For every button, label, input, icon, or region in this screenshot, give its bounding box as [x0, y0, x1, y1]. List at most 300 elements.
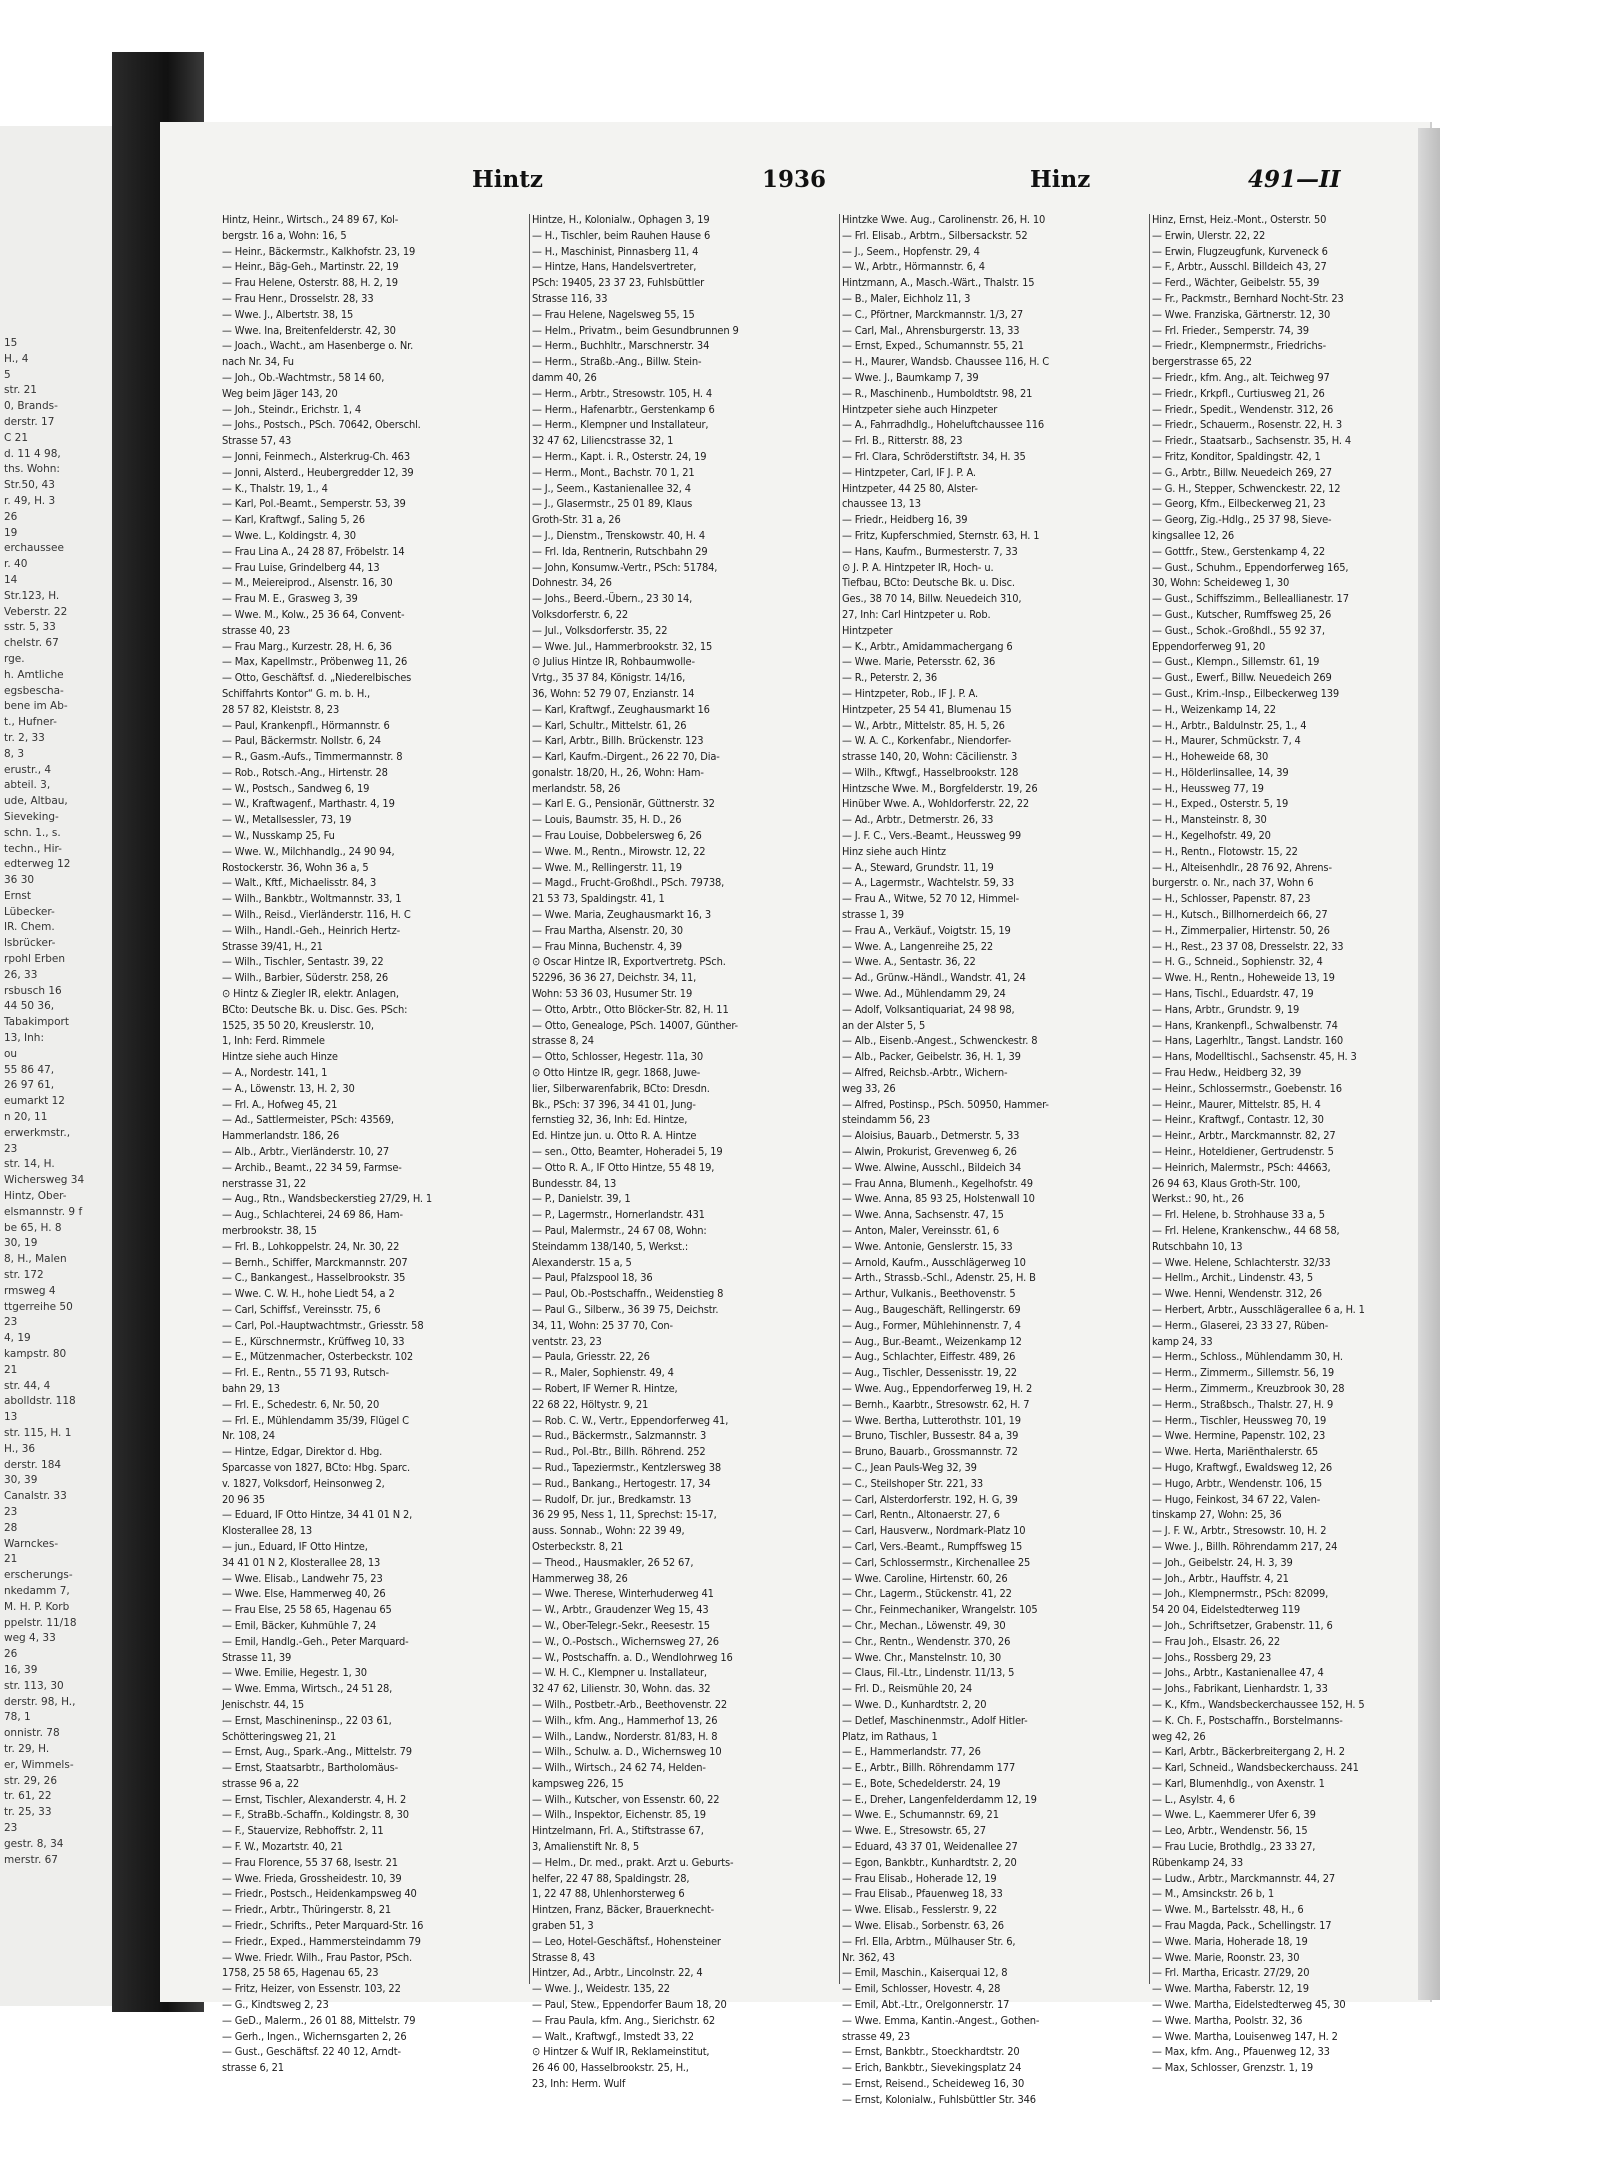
directory-entry: — E., Kürschnermstr., Krüffweg 10, 33: [222, 1334, 405, 1348]
directory-entry: — Wwe. D., Kunhardtstr. 2, 20: [842, 1697, 987, 1711]
directory-entry: — Ernst, Aug., Spark.-Ang., Mittelstr. 79: [222, 1745, 412, 1759]
directory-entry: — Wwe. Maria, Zeughausmarkt 16, 3: [532, 908, 711, 922]
directory-entry: — Wwe. Emilie, Hegestr. 1, 30: [222, 1666, 367, 1680]
directory-entry: — Chr., Rentn., Wendenstr. 370, 26: [842, 1634, 1011, 1648]
directory-entry: 34 41 01 N 2, Klosterallee 28, 13: [222, 1555, 381, 1569]
directory-entry: — C., Pförtner, Marckmannstr. 1/3, 27: [842, 307, 1024, 321]
directory-entry: — H., Heussweg 77, 19: [1152, 781, 1264, 795]
facing-page-line: 4, 19: [4, 1332, 31, 1345]
directory-entry: — Frau Henr., Drosselstr. 28, 33: [222, 291, 374, 305]
facing-page-line: Veberstr. 22: [4, 605, 68, 618]
directory-entry: — A., Steward, Grundstr. 11, 19: [842, 860, 994, 874]
directory-entry: lier, Silberwarenfabrik, BCto: Dresdn.: [532, 1081, 710, 1095]
facing-page-line: kampstr. 80: [4, 1348, 67, 1360]
directory-entry: — Frau Louise, Dobbelersweg 6, 26: [532, 829, 702, 843]
directory-entry: — H., Hoheweide 68, 30: [1152, 750, 1269, 764]
facing-page-line: 5: [4, 368, 11, 381]
directory-entry: Hintzpeter: [842, 623, 893, 637]
facing-page-line: ttgerreihe 50: [4, 1300, 73, 1313]
facing-page-line: gestr. 8, 34: [4, 1837, 64, 1850]
directory-entry: — Frau M. E., Grasweg 3, 39: [222, 592, 358, 606]
directory-entry: Schötteringsweg 21, 21: [222, 1729, 337, 1743]
directory-entry: — Hans, Krankenpfl., Schwalbenstr. 74: [1152, 1018, 1338, 1032]
directory-entry: — Gust., Kutscher, Rumffsweg 25, 26: [1152, 607, 1332, 621]
facing-page-line: tr. 25, 33: [4, 1806, 52, 1819]
facing-page-line: Sieveking-: [4, 810, 59, 823]
directory-entry: — Karl, Kraftwgf., Zeughausmarkt 16: [532, 702, 710, 716]
directory-entry: — Wwe. Caroline, Hirtenstr. 60, 26: [842, 1571, 1008, 1585]
facing-page-line: Hintz, Ober-: [4, 1190, 67, 1203]
directory-entry: — Ernst, Tischler, Alexanderstr. 4, H. 2: [222, 1792, 407, 1806]
directory-entry: — E., Mützenmacher, Osterbeckstr. 102: [222, 1350, 414, 1364]
directory-entry: — Frau A., Witwe, 52 70 12, Himmel-: [842, 892, 1020, 906]
directory-entry: Groth-Str. 31 a, 26: [532, 513, 621, 527]
directory-entry: Werkst.: 90, ht., 26: [1152, 1192, 1244, 1206]
facing-page-line: 36 30: [4, 874, 35, 887]
directory-entry: Hintzmann, A., Masch.-Wärt., Thalstr. 15: [842, 276, 1035, 290]
directory-entry: — Wwe. Therese, Winterhuderweg 41: [532, 1587, 714, 1601]
directory-entry: — E., Dreher, Langenfelderdamm 12, 19: [842, 1792, 1037, 1806]
directory-entry: auss. Sonnab., Wohn: 22 39 49,: [532, 1524, 685, 1538]
directory-entry: 26 94 63, Klaus Groth-Str. 100,: [1152, 1176, 1301, 1190]
directory-entry: — Wwe. L., Kaemmerer Ufer 6, 39: [1152, 1808, 1316, 1822]
directory-entry: — B., Maler, Eichholz 11, 3: [842, 291, 971, 305]
facing-page-line: IR. Chem.: [4, 921, 55, 934]
directory-entry: — Hintzpeter, Carl, IF J. P. A.: [842, 465, 976, 479]
directory-entry: graben 51, 3: [532, 1919, 594, 1933]
directory-entry: — Wwe. Ad., Mühlendamm 29, 24: [842, 987, 1006, 1001]
directory-entry: — Ernst, Reisend., Scheideweg 16, 30: [842, 2077, 1025, 2091]
directory-entry: — Johs., Rossberg 29, 23: [1152, 1650, 1272, 1664]
directory-entry: 34, 11, Wohn: 25 37 70, Con-: [532, 1318, 673, 1332]
directory-entry: — Jonni, Feinmech., Alsterkrug-Ch. 463: [222, 449, 410, 463]
directory-entry: — R., Gasm.-Aufs., Timmermannstr. 8: [222, 750, 403, 764]
directory-entry: — Aug., Rtn., Wandsbeckerstieg 27/29, H. 1: [222, 1192, 433, 1206]
directory-entry: — Paul, Ob.-Postschaffn., Weidenstieg 8: [532, 1287, 724, 1301]
directory-entry: — Wilh., kfm. Ang., Hammerhof 13, 26: [532, 1713, 718, 1727]
directory-entry: strasse 49, 23: [842, 2029, 911, 2043]
facing-page-line: 30, 19: [4, 1237, 38, 1250]
directory-entry: — Herm., Straßb.-Ang., Billw. Stein-: [532, 355, 702, 369]
directory-entry: strasse 1, 39: [842, 908, 904, 922]
directory-entry: — Herbert, Arbtr., Ausschlägerallee 6 a, H. 1: [1152, 1302, 1365, 1316]
directory-entry: Rostockerstr. 36, Wohn 36 a, 5: [222, 860, 369, 874]
directory-entry: — Gust., Ewerf., Billw. Neuedeich 269: [1152, 671, 1332, 685]
directory-entry: 26 46 00, Hasselbrookstr. 25, H.,: [532, 2061, 689, 2075]
directory-entry: — Paul, Bäckermstr. Nollstr. 6, 24: [222, 734, 381, 748]
directory-entry: Sparcasse von 1827, BCto: Hbg. Sparc.: [222, 1460, 410, 1474]
directory-entry: — R., Peterstr. 2, 36: [842, 671, 938, 685]
directory-entry: — Gust., Krim.-Insp., Eilbeckerweg 139: [1152, 686, 1340, 700]
directory-entry: — Hugo, Arbtr., Wendenstr. 106, 15: [1152, 1476, 1323, 1490]
directory-entry: — Wwe. Jul., Hammerbrookstr. 32, 15: [532, 639, 713, 653]
facing-page-line: 16, 39: [4, 1663, 38, 1676]
facing-page-line: elsmannstr. 9 f: [4, 1205, 83, 1218]
directory-entry: 1758, 25 58 65, Hagenau 65, 23: [222, 1966, 379, 1980]
directory-entry: — Friedr., Klempnermstr., Friedrichs-: [1152, 339, 1327, 353]
directory-entry: — E., Hammerlandstr. 77, 26: [842, 1745, 981, 1759]
directory-entry: — H., Maschinist, Pinnasberg 11, 4: [532, 244, 699, 258]
directory-entry: — Chr., Mechan., Löwenstr. 49, 30: [842, 1618, 1006, 1632]
directory-entry: — Alb., Arbtr., Vierländerstr. 10, 27: [222, 1145, 389, 1159]
directory-entry: — Friedr., kfm. Ang., alt. Teichweg 97: [1152, 370, 1330, 384]
directory-entry: — Helm., Dr. med., prakt. Arzt u. Geburts-: [532, 1855, 734, 1869]
directory-entry: — Wwe. J., Weidestr. 135, 22: [532, 1982, 670, 1996]
directory-entry: — Wilh., Bankbtr., Woltmannstr. 33, 1: [222, 892, 402, 906]
directory-entry: — Joh., Schriftsetzer, Grabenstr. 11, 6: [1152, 1618, 1333, 1632]
directory-entry: — Anton, Maler, Vereinsstr. 61, 6: [842, 1224, 1000, 1237]
directory-entry: — Joh., Arbtr., Hauffstr. 4, 21: [1152, 1571, 1289, 1585]
directory-entry: Bundesstr. 84, 13: [532, 1176, 617, 1190]
directory-entry: — Herm., Arbtr., Stresowstr. 105, H. 4: [532, 386, 713, 400]
directory-entry: — Wwe. Martha, Louisenweg 147, H. 2: [1152, 2029, 1338, 2043]
facing-page-line: merstr. 67: [4, 1853, 58, 1866]
column-divider: [529, 214, 530, 1984]
facing-page-line: abolldstr. 118: [4, 1395, 76, 1408]
facing-page-line: str. 29, 26: [4, 1774, 58, 1787]
directory-entry: — Aug., Former, Mühlehinnenstr. 7, 4: [842, 1318, 1021, 1332]
facing-page-line: Canalstr. 33: [4, 1490, 67, 1503]
directory-entry: — W. A. C., Korkenfabr., Niendorfer-: [842, 734, 1012, 748]
directory-entry: — Wilh., Postbetr.-Arb., Beethovenstr. 22: [532, 1697, 727, 1711]
directory-entry: — Alfred, Postinsp., PSch. 50950, Hammer-: [842, 1097, 1049, 1111]
directory-entry: — Wwe. M., Kolw., 25 36 64, Convent-: [222, 607, 405, 621]
directory-entry: — Max, kfm. Ang., Pfauenweg 12, 33: [1152, 2045, 1330, 2059]
facing-page-line: h. Amtliche: [4, 668, 64, 681]
facing-page-line: C 21: [4, 431, 29, 444]
directory-entry: ⊙ Hintzer & Wulf IR, Reklameinstitut,: [532, 2045, 710, 2059]
directory-entry: — Wwe. Friedr. Wilh., Frau Pastor, PSch.: [222, 1950, 412, 1964]
directory-entry: — Bruno, Tischler, Bussestr. 84 a, 39: [842, 1429, 1019, 1443]
directory-entry: — Wwe. Martha, Poolstr. 32, 36: [1152, 2013, 1303, 2027]
directory-entry: — Hans, Kaufm., Burmesterstr. 7, 33: [842, 544, 1018, 558]
directory-entry: Strasse 8, 43: [532, 1950, 596, 1964]
facing-page-line: be 65, H. 8: [4, 1221, 62, 1234]
directory-entry: — Wwe. J., Albertstr. 38, 15: [222, 307, 354, 321]
directory-entry: — Wwe. J., Baumkamp 7, 39: [842, 370, 979, 384]
directory-entry: — Wwe. Martha, Eidelstedterweg 45, 30: [1152, 1998, 1346, 2012]
facing-page-line: 13: [4, 1411, 18, 1424]
directory-entry: — Herm., Buchhltr., Marschnerstr. 34: [532, 339, 710, 353]
directory-entry: ventstr. 23, 23: [532, 1334, 602, 1348]
directory-entry: — Heinr., Maurer, Mittelstr. 85, H. 4: [1152, 1097, 1321, 1111]
directory-entry: — Carl, Hausverw., Nordmark-Platz 10: [842, 1524, 1026, 1538]
directory-entry: — Wwe. C. W. H., hohe Liedt 54, a 2: [222, 1287, 395, 1301]
directory-entry: — Carl, Vers.-Beamt., Rumpffsweg 15: [842, 1539, 1023, 1553]
directory-entry: — Ad., Arbtr., Detmerstr. 26, 33: [842, 813, 994, 827]
directory-entry: Hintzpeter siehe auch Hinzpeter: [842, 402, 998, 416]
directory-entry: — Herm., Straßbsch., Thalstr. 27, H. 9: [1152, 1397, 1334, 1411]
directory-entry: — Wwe. Anna, 85 93 25, Holstenwall 10: [842, 1192, 1035, 1206]
directory-entry: — Frau Martha, Alsenstr. 20, 30: [532, 923, 683, 937]
directory-entry: — Herm., Mont., Bachstr. 70 1, 21: [532, 465, 695, 479]
directory-entry: Hintzsche Wwe. M., Borgfelderstr. 19, 26: [842, 781, 1038, 795]
directory-entry: Hammerlandstr. 186, 26: [222, 1129, 340, 1143]
directory-entry: — Louis, Baumstr. 35, H. D., 26: [532, 813, 682, 827]
directory-entry: — Hintzpeter, Rob., IF J. P. A.: [842, 686, 978, 700]
directory-entry: — F., StraBb.-Schaffn., Koldingstr. 8, 30: [222, 1808, 409, 1822]
directory-entry: — Wilh., Tischler, Sentastr. 39, 22: [222, 955, 384, 969]
directory-entry: strasse 140, 20, Wohn: Cäcilienstr. 3: [842, 750, 1018, 764]
directory-entry: — Robert, IF Werner R. Hintze,: [532, 1381, 678, 1395]
directory-entry: Hintzer, Ad., Arbtr., Lincolnstr. 22, 4: [532, 1966, 703, 1980]
directory-entry: — Wwe. Emma, Wirtsch., 24 51 28,: [222, 1682, 393, 1696]
directory-entry: — Gust., Schok.-Großhdl., 55 92 37,: [1152, 623, 1325, 637]
directory-entry: — K. Ch. F., Postschaffn., Borstelmanns-: [1152, 1713, 1343, 1727]
directory-entry: strasse 40, 23: [222, 623, 291, 637]
directory-entry: chaussee 13, 13: [842, 497, 921, 511]
facing-page-line: Lübecker-: [4, 905, 55, 918]
directory-entry: — Paul, Krankenpfl., Hörmannstr. 6: [222, 718, 390, 732]
directory-entry: — H., Zimmerpalier, Hirtenstr. 50, 26: [1152, 923, 1330, 937]
directory-entry: — Heinr., Arbtr., Marckmannstr. 82, 27: [1152, 1129, 1336, 1143]
directory-entry: — Friedr., Schrifts., Peter Marquard-Str. 16: [222, 1919, 424, 1933]
page-edge-shadow: [1418, 128, 1440, 2000]
directory-entry: — Wilh., Kftwgf., Hasselbrookstr. 128: [842, 765, 1019, 779]
facing-page-line: Ernst: [4, 889, 32, 902]
directory-entry: an der Alster 5, 5: [842, 1018, 926, 1032]
directory-entry: — Bruno, Bauarb., Grossmannstr. 72: [842, 1445, 1018, 1459]
directory-entry: — L., Asylstr. 4, 6: [1152, 1792, 1235, 1806]
directory-entry: — Wwe. W., Milchhandlg., 24 90 94,: [222, 844, 395, 858]
facing-page-line: 44 50 36,: [4, 1000, 55, 1013]
directory-entry: — Paul, Stew., Eppendorfer Baum 18, 20: [532, 1998, 727, 2012]
facing-page-text: [4, 336, 108, 2116]
directory-entry: — Friedr., Exped., Hammersteindamm 79: [222, 1934, 421, 1948]
directory-entry: — Emil, Maschin., Kaiserquai 12, 8: [842, 1966, 1008, 1980]
directory-entry: Klosterallee 28, 13: [222, 1524, 312, 1538]
directory-entry: — Wwe. J., Billh. Röhrendamm 217, 24: [1152, 1539, 1338, 1553]
directory-entry: — Walt., Kraftwgf., Imstedt 33, 22: [532, 2029, 694, 2043]
directory-entry: — Frl. E., Schedestr. 6, Nr. 50, 20: [222, 1397, 380, 1411]
directory-entry: Platz, im Rathaus, 1: [842, 1729, 938, 1743]
directory-entry: — J. F. C., Vers.-Beamt., Heussweg 99: [842, 829, 1022, 843]
directory-entry: — Herm., Zimmerm., Kreuzbrook 30, 28: [1152, 1381, 1345, 1395]
directory-entry: — Frl. Clara, Schröderstiftstr. 34, H. 35: [842, 449, 1026, 463]
directory-entry: — Frau Minna, Buchenstr. 4, 39: [532, 939, 682, 953]
directory-entry: — Wwe. Marie, Roonstr. 23, 30: [1152, 1950, 1300, 1964]
directory-entry: — Gerh., Ingen., Wichernsgarten 2, 26: [222, 2029, 407, 2043]
directory-entry: — Bernh., Schiffer, Marckmannstr. 207: [222, 1255, 408, 1269]
directory-entry: 36 29 95, Ness 1, 11, Sprechst: 15-17,: [532, 1508, 717, 1522]
directory-entry: — Frl. D., Reismühle 20, 24: [842, 1682, 973, 1696]
directory-entry: — W., Ober-Telegr.-Sekr., Reesestr. 15: [532, 1618, 710, 1632]
directory-entry: — Heinrich, Malermstr., PSch: 44663,: [1152, 1160, 1331, 1174]
directory-entry: weg 33, 26: [842, 1081, 896, 1095]
directory-entry: — Wwe. M., Rellingerstr. 11, 19: [532, 860, 682, 874]
directory-entry: — Frau Elisab., Pfauenweg 18, 33: [842, 1887, 1003, 1901]
facing-page-line: t., Hufner-: [4, 716, 57, 729]
directory-entry: — Magd., Frucht-Großhdl., PSch. 79738,: [532, 876, 725, 890]
directory-entry: — Frl. E., Mühlendamm 35/39, Flügel C: [222, 1413, 409, 1427]
directory-entry: — Herm., Zimmerm., Sillemstr. 56, 19: [1152, 1366, 1335, 1380]
directory-entry: Ges., 38 70 14, Billw. Neuedeich 310,: [842, 592, 1022, 606]
directory-entry: — J. F. W., Arbtr., Stresowstr. 10, H. 2: [1152, 1524, 1327, 1538]
directory-entry: Tiefbau, BCto: Deutsche Bk. u. Disc.: [842, 576, 1015, 590]
directory-entry: 36, Wohn: 52 79 07, Enzianstr. 14: [532, 686, 695, 700]
directory-entry: — Johs., Fabrikant, Lienhardstr. 1, 33: [1152, 1682, 1328, 1696]
directory-entry: — Chr., Feinmechaniker, Wrangelstr. 105: [842, 1603, 1038, 1617]
directory-entry: — H., Kegelhofstr. 49, 20: [1152, 829, 1271, 843]
directory-entry: — H., Rest., 23 37 08, Dresselstr. 22, 33: [1152, 939, 1344, 953]
directory-entry: — Ernst, Kolonialw., Fuhlsbüttler Str. 346: [842, 2092, 1036, 2106]
facing-page-line: str. 14, H.: [4, 1158, 55, 1171]
directory-entry: 3, Amalienstift Nr. 8, 5: [532, 1840, 640, 1854]
directory-entry: Nr. 108, 24: [222, 1429, 275, 1443]
directory-entry: Jenischstr. 44, 15: [222, 1697, 305, 1711]
directory-entry: — Aug., Baugeschäft, Rellingerstr. 69: [842, 1302, 1021, 1316]
facing-page-line: 55 86 47,: [4, 1063, 55, 1076]
directory-entry: — Wilh., Inspektor, Eichenstr. 85, 19: [532, 1808, 706, 1822]
facing-page-line: onnistr. 78: [4, 1727, 60, 1740]
directory-entry: gonalstr. 18/20, H., 26, Wohn: Ham-: [532, 765, 704, 779]
directory-entry: — Frl. Ella, Arbtrn., Mülhauser Str. 6,: [842, 1934, 1016, 1948]
directory-entry: — Frau Helene, Osterstr. 88, H. 2, 19: [222, 276, 398, 290]
facing-page-line: sstr. 5, 33: [4, 621, 56, 634]
directory-entry: — Karl, Schneid., Wandsbeckerchauss. 241: [1152, 1761, 1359, 1775]
directory-entry: — Wwe. Elisab., Landwehr 75, 23: [222, 1571, 383, 1585]
directory-entry: — H., Weizenkamp 14, 22: [1152, 702, 1276, 716]
directory-entry: — Frl. Frieder., Semperstr. 74, 39: [1152, 323, 1309, 337]
directory-entry: Hinüber Wwe. A., Wohldorferstr. 22, 22: [842, 797, 1029, 811]
directory-entry: — Wwe. Martha, Faberstr. 12, 19: [1152, 1982, 1309, 1996]
directory-entry: — Hugo, Kraftwgf., Ewaldsweg 12, 26: [1152, 1460, 1333, 1474]
directory-entry: — Frl. B., Lohkoppelstr. 24, Nr. 30, 22: [222, 1239, 400, 1253]
directory-entry: — Friedr., Spedit., Wendenstr. 312, 26: [1152, 402, 1334, 416]
directory-entry: — Fritz, Heizer, von Essenstr. 103, 22: [222, 1982, 401, 1996]
directory-page: [160, 122, 1430, 2106]
directory-entry: — Hans, Arbtr., Grundstr. 9, 19: [1152, 1002, 1300, 1016]
facing-page-line: tr. 2, 33: [4, 731, 45, 744]
directory-entry: — Hellm., Archit., Lindenstr. 43, 5: [1152, 1271, 1313, 1285]
facing-page-line: tr. 61, 22: [4, 1790, 52, 1803]
directory-entry: — M., Meiereiprod., Alsenstr. 16, 30: [222, 576, 393, 590]
facing-page-line: rge.: [4, 652, 25, 665]
directory-entry: — Frl. Elisab., Arbtrn., Silbersackstr. 52: [842, 228, 1028, 242]
directory-entry: 1, 22 47 88, Uhlenhorsterweg 6: [532, 1887, 685, 1901]
directory-entry: — Aug., Tischler, Dessenisstr. 19, 22: [842, 1366, 1017, 1380]
directory-entry: — H., Alteisenhdlr., 28 76 92, Ahrens-: [1152, 860, 1332, 874]
directory-entry: — Ad., Sattlermeister, PSch: 43569,: [222, 1113, 394, 1127]
directory-entry: strasse 96 a, 22: [222, 1776, 299, 1790]
directory-entry: Wohn: 53 36 03, Husumer Str. 19: [532, 987, 693, 1001]
directory-entry: — Wilh., Schulw. a. D., Wichernsweg 10: [532, 1745, 722, 1759]
directory-entry: — Wwe. Else, Hammerweg 40, 26: [222, 1587, 386, 1601]
facing-page-line: ude, Altbau,: [4, 795, 68, 808]
directory-entry: — Karl, Arbtr., Bäckerbreitergang 2, H. 2: [1152, 1745, 1345, 1759]
directory-entry: steindamm 56, 23: [842, 1113, 930, 1127]
directory-entry: — Ad., Grünw.-Händl., Wandstr. 41, 24: [842, 971, 1026, 985]
directory-entry: — W., Arbtr., Hörmannstr. 6, 4: [842, 260, 985, 274]
directory-entry: — H., Hölderlinsallee, 14, 39: [1152, 765, 1289, 779]
directory-entry: — Arth., Strassb.-Schl., Adenstr. 25, H. B: [842, 1271, 1036, 1285]
directory-entry: — Wwe. E., Stresowstr. 65, 27: [842, 1824, 986, 1838]
directory-entry: nach Nr. 34, Fu: [222, 355, 294, 369]
directory-entry: — P., Lagermstr., Hornerlandstr. 431: [532, 1208, 705, 1222]
directory-entry: — Otto, Geschäftsf. d. „Niederelbisches: [222, 671, 412, 685]
directory-entry: — Wilh., Wirtsch., 24 62 74, Helden-: [532, 1761, 706, 1775]
header-right-keyword: Hinz: [1030, 166, 1091, 193]
directory-entry: — H., Kutsch., Billhornerdeich 66, 27: [1152, 908, 1328, 922]
column-divider: [839, 214, 840, 1984]
directory-entry: — Hintze, Edgar, Direktor d. Hbg.: [222, 1445, 383, 1459]
directory-entry: — Johs., Beerd.-Übern., 23 30 14,: [532, 592, 693, 606]
directory-entry: — Johs., Postsch., PSch. 70642, Oberschl.: [222, 418, 421, 432]
facing-page-line: 15: [4, 337, 18, 349]
directory-entry: — Frl. Helene, Krankenschw., 44 68 58,: [1152, 1224, 1340, 1237]
directory-entry: Osterbeckstr. 8, 21: [532, 1539, 624, 1553]
directory-entry: 23, Inh: Herm. Wulf: [532, 2077, 626, 2091]
directory-entry: — Fritz, Kupferschmied, Sternstr. 63, H. 1: [842, 528, 1040, 542]
directory-entry: — Carl, Schiffsf., Vereinsstr. 75, 6: [222, 1302, 381, 1316]
directory-entry: — jun., Eduard, IF Otto Hintze,: [222, 1539, 368, 1553]
directory-entry: 52296, 36 36 27, Deichstr. 34, 11,: [532, 971, 697, 985]
directory-entry: — Gust., Geschäftsf. 22 40 12, Arndt-: [222, 2045, 401, 2059]
directory-entry: — Arnold, Kaufm., Ausschlägerweg 10: [842, 1255, 1026, 1269]
facing-page-line: 23: [4, 1316, 18, 1329]
directory-entry: — Wwe. E., Schumannstr. 69, 21: [842, 1808, 999, 1822]
directory-entry: — Aug., Bur.-Beamt., Weizenkamp 12: [842, 1334, 1022, 1348]
facing-page-line: 21: [4, 1363, 18, 1376]
facing-page-line: 26 97 61,: [4, 1079, 55, 1092]
directory-entry: — Joh., Geibelstr. 24, H. 3, 39: [1152, 1555, 1293, 1569]
directory-entry: — Emil, Schlosser, Hovestr. 4, 28: [842, 1982, 1001, 1996]
directory-entry: — Alwin, Prokurist, Grevenweg 6, 26: [842, 1145, 1017, 1159]
directory-entry: — Leo, Hotel-Geschäftsf., Hohensteiner: [532, 1934, 721, 1948]
facing-page-line: 19: [4, 526, 18, 539]
directory-entry: Hinz siehe auch Hintz: [842, 844, 946, 858]
directory-entry: helfer, 22 47 88, Spaldingstr. 28,: [532, 1871, 690, 1885]
directory-entry: Hinz, Ernst, Heiz.-Mont., Osterstr. 50: [1152, 213, 1327, 226]
directory-entry: ⊙ Oscar Hintze IR, Exportvertretg. PSch.: [532, 955, 726, 969]
directory-entry: — Frau Elisab., Hoherade 12, 19: [842, 1871, 997, 1885]
directory-entry: — Alb., Eisenb.-Angest., Schwenckestr. 8: [842, 1034, 1038, 1048]
directory-entry: — Heinr., Bäckermstr., Kalkhofstr. 23, 19: [222, 244, 416, 258]
facing-page-line: 23: [4, 1142, 18, 1155]
directory-entry: — Leo, Arbtr., Wendenstr. 56, 15: [1152, 1824, 1308, 1838]
header-year: 1936: [762, 166, 827, 193]
directory-entry: — Paula, Griesstr. 22, 26: [532, 1350, 650, 1364]
facing-page-line: M. H. P. Korb: [4, 1600, 70, 1613]
facing-page-line: nkedamm 7,: [4, 1584, 70, 1597]
directory-entry: kingsallee 12, 26: [1152, 528, 1234, 542]
directory-entry: — Aug., Schlachterei, 24 69 86, Ham-: [222, 1208, 403, 1222]
directory-entry: — Frl. Ida, Rentnerin, Rutschbahn 29: [532, 544, 708, 558]
directory-entry: — Herm., Kapt. i. R., Osterstr. 24, 19: [532, 449, 707, 463]
directory-entry: — Rud., Bankang., Hertogestr. 17, 34: [532, 1476, 711, 1490]
directory-entry: — Karl, Pol.-Beamt., Semperstr. 53, 39: [222, 497, 406, 511]
directory-entry: — Frl. A., Hofweg 45, 21: [222, 1097, 338, 1111]
directory-entry: Strasse 57, 43: [222, 434, 292, 448]
directory-entry: — A., Nordestr. 141, 1: [222, 1066, 328, 1080]
directory-entry: — Bernh., Kaarbtr., Stresowstr. 62, H. 7: [842, 1397, 1030, 1411]
directory-entry: — Eduard, IF Otto Hintze, 34 41 01 N 2,: [222, 1508, 413, 1522]
directory-entry: — Wilh., Reisd., Vierländerstr. 116, H. C: [222, 908, 411, 922]
directory-entry: — Frau Helene, Nagelsweg 55, 15: [532, 307, 695, 321]
facing-page-line: 26, 33: [4, 968, 38, 981]
facing-page-line: n 20, 11: [4, 1111, 48, 1124]
directory-entry: — W., O.-Postsch., Wichernsweg 27, 26: [532, 1634, 719, 1648]
directory-entry: Hintzpeter, 44 25 80, Alster-: [842, 481, 978, 495]
directory-entry: — E., Bote, Schedelderstr. 24, 19: [842, 1776, 1001, 1790]
directory-entry: — A., Lagermstr., Wachtelstr. 59, 33: [842, 876, 1015, 890]
directory-entry: Rutschbahn 10, 13: [1152, 1239, 1243, 1253]
directory-entry: — Aug., Schlachter, Eiffestr. 489, 26: [842, 1350, 1016, 1364]
directory-entry: — Frau Hedw., Heidberg 32, 39: [1152, 1066, 1302, 1080]
directory-entry: — Otto, Genealoge, PSch. 14007, Günther-: [532, 1018, 738, 1032]
directory-entry: — Wwe. Emma, Kantin.-Angest., Gothen-: [842, 2013, 1040, 2027]
directory-entry: — Herm., Hafenarbtr., Gerstenkamp 6: [532, 402, 715, 416]
